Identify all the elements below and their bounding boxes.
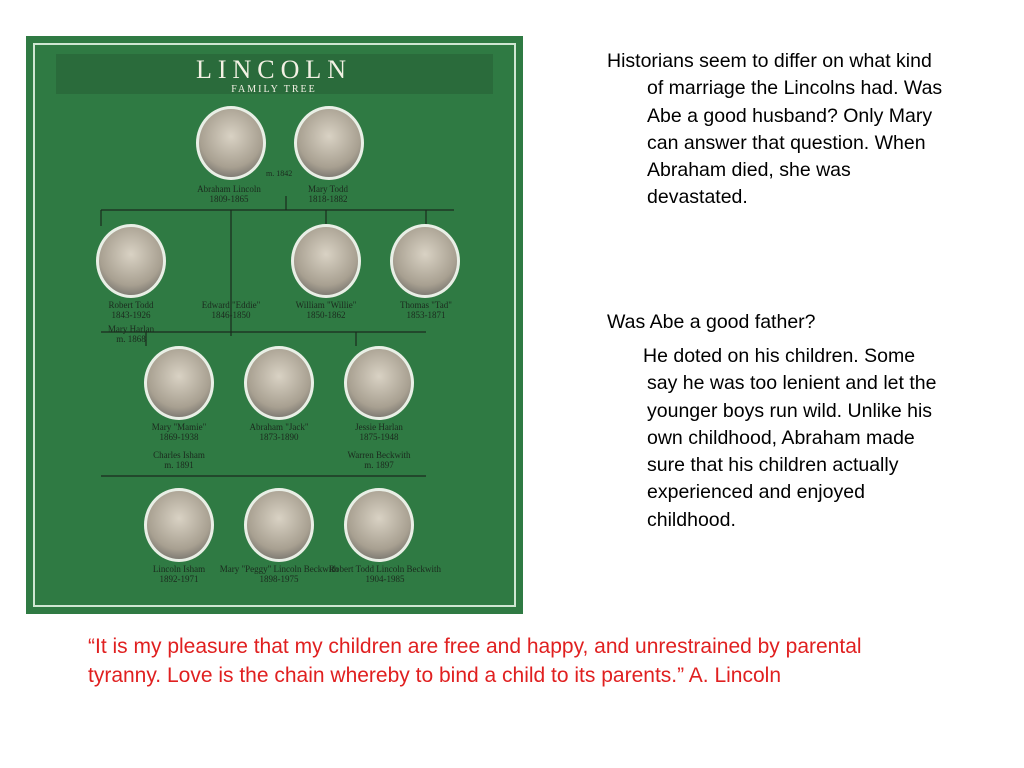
portrait-peggy [244, 488, 314, 562]
name-jessie: Jessie Harlan 1875-1948 [355, 422, 403, 442]
spouse-charles-isham: Charles Isham m. 1891 [153, 450, 205, 470]
name-peggy: Mary "Peggy" Lincoln Beckwith 1898-1975 [219, 564, 339, 584]
portrait-robert-beckwith [344, 488, 414, 562]
name-robert: Robert Todd 1843-1926 [108, 300, 154, 320]
name-jack: Abraham "Jack" 1873-1890 [249, 422, 309, 442]
marriage-note: m. 1842 [266, 169, 293, 178]
family-tree-image [26, 36, 523, 614]
spouse-mary-harlan: Mary Harlan m. 1868 [107, 324, 155, 344]
father-paragraph: He doted on his children. Some say he was too lenient and let the younger boys run wild. Unlike his own childhood, Abraham made sure that his children actually experienced and enjoyed childhood. [643, 345, 937, 531]
name-tad: Thomas "Tad" 1853-1871 [400, 300, 452, 320]
portrait-jessie [344, 346, 414, 420]
lincoln-quote: “It is my pleasure that my children are free and happy, and unrestrained by parental tyranny. Love is the chain whereby to bind a child to its parents.” A. Lincoln [88, 635, 862, 687]
portrait-lincoln-isham [144, 488, 214, 562]
name-lincoln-isham: Lincoln Isham 1892-1971 [152, 564, 206, 584]
portrait-jack [244, 346, 314, 420]
name-mary-todd: Mary Todd 1818-1882 [308, 184, 348, 204]
marriage-paragraph: Historians seem to differ on what kind of marriage the Lincolns had. Was Abe a good husband? Only Mary can answer that question. When Abraham died, she was devastated. [607, 50, 943, 209]
name-willie: William "Willie" 1850-1862 [295, 300, 357, 320]
portrait-mamie [144, 346, 214, 420]
tree-subtitle: FAMILY TREE [231, 84, 317, 95]
tree-title: LINCOLN [195, 55, 353, 84]
portrait-abraham [196, 106, 266, 180]
portrait-robert [96, 224, 166, 298]
name-eddie: Edward "Eddie" 1846-1850 [201, 300, 261, 320]
portrait-mary-todd [294, 106, 364, 180]
name-abraham: Abraham Lincoln 1809-1865 [197, 184, 261, 204]
portrait-tad [390, 224, 460, 298]
portrait-willie [291, 224, 361, 298]
name-robert-beckwith: Robert Todd Lincoln Beckwith 1904-1985 [329, 564, 441, 584]
father-question: Was Abe a good father? [607, 311, 816, 333]
name-mamie: Mary "Mamie" 1869-1938 [151, 422, 207, 442]
spouse-warren-beckwith: Warren Beckwith m. 1897 [347, 450, 411, 470]
